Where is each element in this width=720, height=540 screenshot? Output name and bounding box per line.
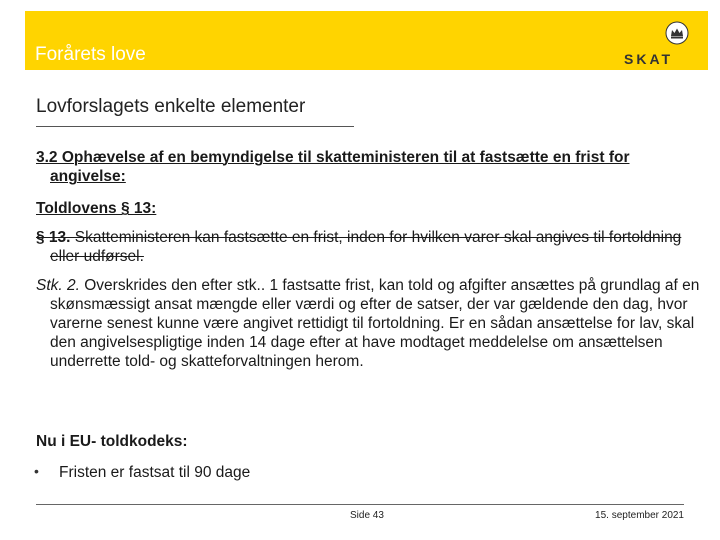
subtitle: Lovforslagets enkelte elementer [36, 96, 306, 117]
paragraph-13-label: § 13. [36, 229, 71, 246]
footer-date: 15. september 2021 [595, 510, 684, 521]
header-bar [25, 11, 708, 70]
crown-seal-icon [665, 21, 689, 45]
paragraph-13 [36, 228, 710, 266]
bullet-marker: • [34, 463, 39, 479]
skat-logo [620, 21, 690, 65]
footer-page-number: Side 43 [350, 510, 384, 521]
law-heading: Toldlovens § 13: [36, 200, 157, 217]
stk2-label: Stk. 2. [36, 277, 80, 294]
section-heading: 3.2 Ophævelse af en bemyndigelse til skatteministeren til at fastsætte en frist for angivelse: [36, 149, 630, 185]
bullet-item: Fristen er fastsat til 90 dage [59, 464, 251, 481]
slide-title: Forårets love [35, 44, 146, 65]
logo-text: SKAT [624, 51, 674, 67]
stk2-text: Overskrides den efter stk.. 1 fastsatte frist, kan told og afgifter ansættes på grundlag af en skønsmæssigt ansat mængde eller værdi og efter de satser, der var gældende den dag, hvor varerne senest kunne være angivet rettidigt til fortoldning. Er en sådan ansættelse for lav, skal den angivelsespligtige inden 14 dage efter at have modtaget meddelelse om ansættelsen underrette told- og skatteforvaltningen herom. [50, 277, 700, 370]
paragraph-13-text: Skatteministeren kan fastsætte en frist, inden for hvilken varer skal angives til fortoldning eller udførsel. [50, 229, 682, 265]
subtitle-underline [36, 126, 354, 127]
stk2-paragraph [36, 276, 710, 371]
eu-heading: Nu i EU- toldkodeks: [36, 433, 188, 450]
footer-divider [36, 504, 684, 505]
